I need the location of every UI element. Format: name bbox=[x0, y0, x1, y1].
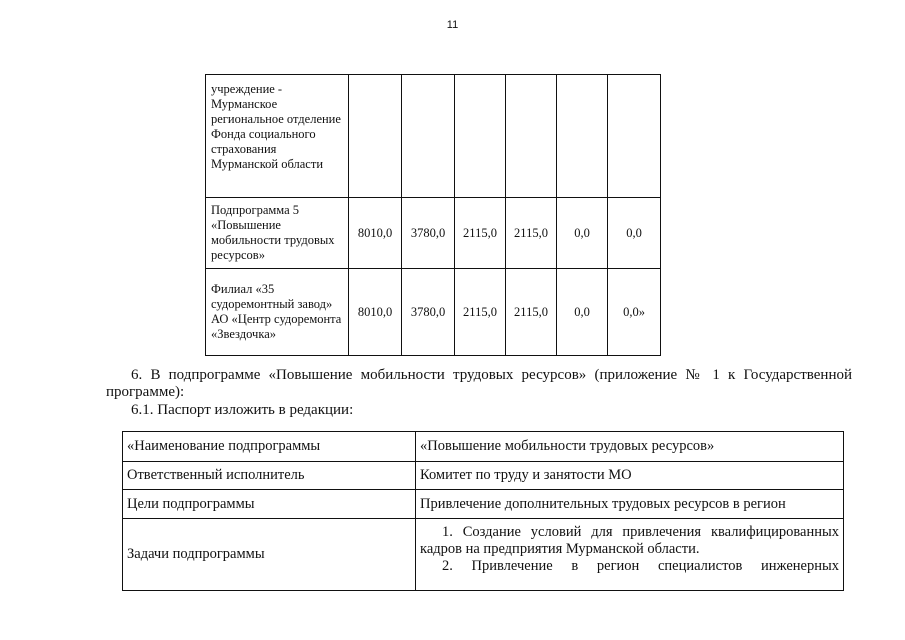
table-row bbox=[123, 519, 844, 591]
value-cell: 2115,0 bbox=[455, 198, 506, 269]
task-item: 2. Привлечение в регион специалистов инженерных bbox=[442, 558, 839, 574]
value-cell: 0,0 bbox=[557, 269, 608, 356]
value-cell: 2115,0 bbox=[455, 269, 506, 356]
value-cell: 0,0 bbox=[608, 198, 661, 269]
row-name-cell: Филиал «35 судоремонтный завод» АО «Центр судоремонта «Звездочка» bbox=[206, 269, 349, 356]
value-cell: 3780,0 bbox=[402, 198, 455, 269]
value-cell: 0,0» bbox=[608, 269, 661, 356]
value-cell: 8010,0 bbox=[349, 198, 402, 269]
passport-label: Задачи подпрограммы bbox=[123, 519, 416, 591]
value-cell: 2115,0 bbox=[506, 269, 557, 356]
amendment-paragraph: 6. В подпрограмме «Повышение мобильности трудовых ресурсов» (приложение № 1 к Государственной программе): bbox=[106, 367, 852, 400]
table-row bbox=[206, 75, 661, 198]
value-cell bbox=[608, 75, 661, 198]
value-cell bbox=[557, 75, 608, 198]
row-name-cell: Подпрограмма 5 «Повышение мобильности трудовых ресурсов» bbox=[206, 198, 349, 269]
passport-label: Ответственный исполнитель bbox=[123, 462, 416, 490]
value-cell: 2115,0 bbox=[506, 198, 557, 269]
value-cell: 3780,0 bbox=[402, 269, 455, 356]
subprogram-passport-table bbox=[122, 431, 844, 591]
table-row bbox=[206, 269, 661, 356]
table-row bbox=[123, 462, 844, 490]
value-cell bbox=[506, 75, 557, 198]
funding-table bbox=[205, 74, 661, 356]
passport-tasks bbox=[416, 519, 844, 591]
passport-value: «Повышение мобильности трудовых ресурсов» bbox=[416, 432, 844, 462]
passport-label: Цели подпрограммы bbox=[123, 490, 416, 519]
value-cell: 8010,0 bbox=[349, 269, 402, 356]
value-cell bbox=[349, 75, 402, 198]
passport-value: Привлечение дополнительных трудовых ресурсов в регион bbox=[416, 490, 844, 519]
page-number: 11 bbox=[446, 19, 459, 31]
passport-label: «Наименование подпрограммы bbox=[123, 432, 416, 462]
row-name-cell: учреждение - Мурманское региональное отделение Фонда социального страхования Мурманской области bbox=[206, 75, 349, 198]
task-item: 1. Создание условий для привлечения квалифицированных кадров на предприятия Мурманской области. bbox=[420, 524, 839, 557]
passport-value: Комитет по труду и занятости МО bbox=[416, 462, 844, 490]
passport-intro-paragraph: 6.1. Паспорт изложить в редакции: bbox=[131, 402, 354, 418]
value-cell bbox=[455, 75, 506, 198]
table-row bbox=[206, 198, 661, 269]
value-cell bbox=[402, 75, 455, 198]
table-row bbox=[123, 432, 844, 462]
value-cell: 0,0 bbox=[557, 198, 608, 269]
table-row bbox=[123, 490, 844, 519]
